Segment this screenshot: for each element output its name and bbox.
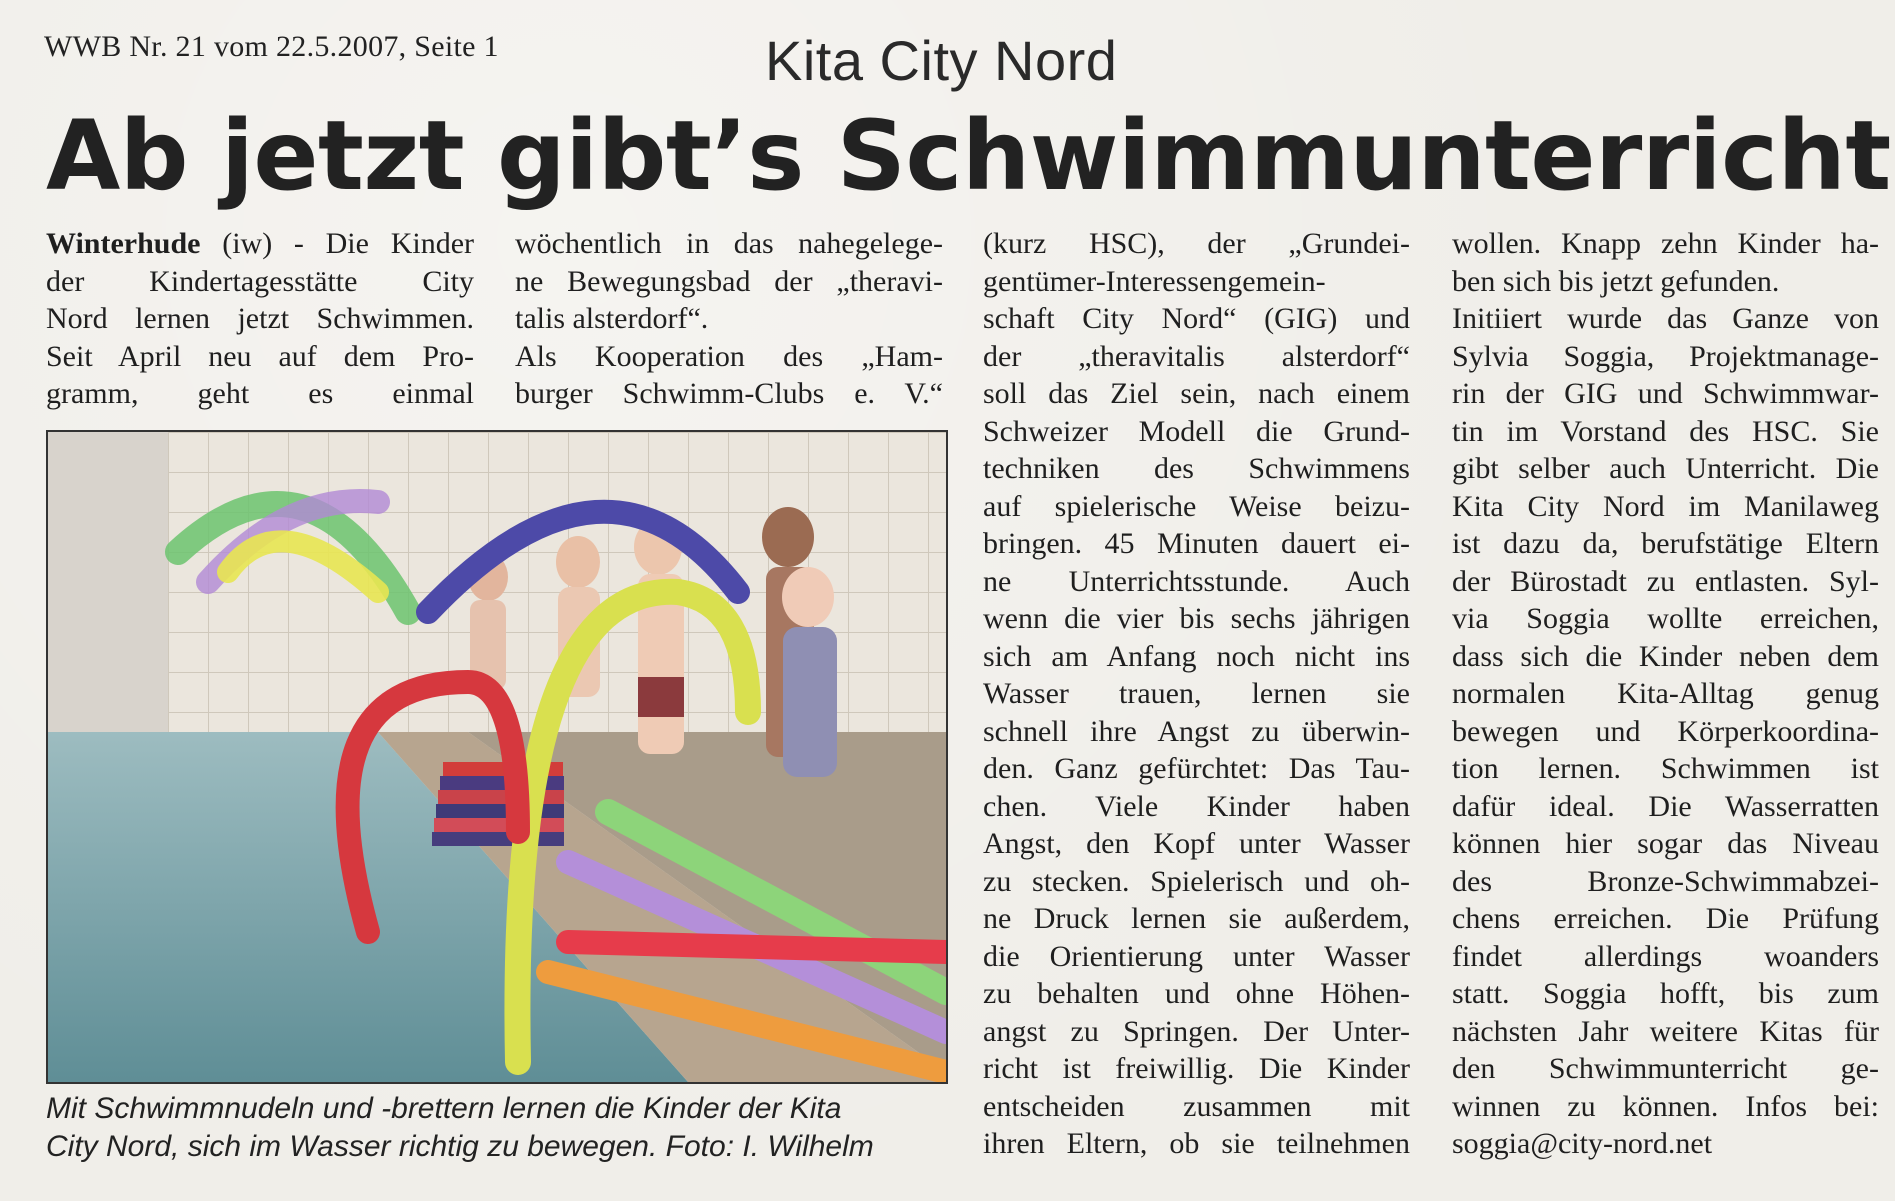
text-line: Nord lernen jetzt Schwimmen. xyxy=(46,302,474,335)
text-line: ben sich bis jetzt gefunden. xyxy=(1452,264,1780,298)
contact-email[interactable]: soggia@city-nord.net xyxy=(1452,1127,1713,1160)
text-line: der „theravitalis alsterdorf“ xyxy=(983,339,1410,373)
text-line: auf spielerische Weise beizu- xyxy=(983,489,1410,523)
text-line: bewegen und Körperkoordina- xyxy=(1452,714,1879,748)
text-line: der Bürostadt zu entlasten. Syl- xyxy=(1452,564,1879,598)
text-line: schnell ihre Angst zu überwin- xyxy=(983,714,1410,748)
text-line: chen. Viele Kinder haben xyxy=(983,789,1410,823)
article-column-1 xyxy=(46,225,474,413)
text-line: Winterhude (iw) - Die Kinder xyxy=(46,227,474,260)
text-line: sich am Anfang noch nicht ins xyxy=(983,639,1410,673)
text-line: winnen zu können. Infos bei: xyxy=(1452,1089,1879,1123)
text-line: normalen Kita-Alltag genug xyxy=(1452,677,1879,710)
text-line: angst zu Springen. Der Unter- xyxy=(983,1014,1410,1048)
caption-line: Mit Schwimmnudeln und -brettern lernen die Kinder der Kita xyxy=(46,1092,842,1125)
text-line: burger Schwimm-Clubs e. V.“ xyxy=(515,377,943,410)
article-photo xyxy=(46,430,948,1084)
text-line: wenn die vier bis sechs jährigen xyxy=(983,602,1410,635)
text-line: tion lernen. Schwimmen ist xyxy=(1452,752,1879,785)
kicker-title: Kita City Nord xyxy=(765,29,1118,92)
caption-line: City Nord, sich im Wasser richtig zu bewegen. Foto: I. Wilhelm xyxy=(46,1130,874,1163)
text-line: der Kindertagesstätte City xyxy=(46,264,474,298)
text-line: des Bronze-Schwimmabzei- xyxy=(1452,864,1879,898)
text-line: Kita City Nord im Manilaweg xyxy=(1452,489,1879,523)
text-line: den Schwimmunterricht ge- xyxy=(1452,1052,1879,1085)
text-line: Wasser trauen, lernen sie xyxy=(983,677,1410,710)
issue-line: WWB Nr. 21 vom 22.5.2007, Seite 1 xyxy=(44,30,499,63)
dateline: Winterhude xyxy=(46,227,201,260)
text-line: gibt selber auch Unterricht. Die xyxy=(1452,452,1879,485)
text-line: findet allerdings woanders xyxy=(1452,939,1879,973)
text-line: gentümer-Interessengemein- xyxy=(983,264,1326,298)
text-line: zu behalten und ohne Höhen- xyxy=(983,977,1410,1010)
text-line: wollen. Knapp zehn Kinder ha- xyxy=(1452,227,1879,260)
text-line: ne Bewegungsbad der „theravi- xyxy=(515,264,943,298)
text-line: bringen. 45 Minuten dauert ei- xyxy=(983,527,1410,560)
text-line: ne Druck lernen sie außerdem, xyxy=(983,902,1410,935)
text-line: ist dazu da, berufstätige Eltern xyxy=(1452,527,1879,560)
text-line: ne Unterrichtsstunde. Auch xyxy=(983,564,1410,598)
text-line: gramm, geht es einmal xyxy=(46,377,474,410)
text-line: ihren Eltern, ob sie teilnehmen xyxy=(983,1127,1410,1160)
text-line: tin im Vorstand des HSC. Sie xyxy=(1452,414,1879,448)
text-line: richt ist freiwillig. Die Kinder xyxy=(983,1052,1410,1085)
headline: Ab jetzt gibt’s Schwimmunterricht xyxy=(46,100,1891,212)
text-line: Als Kooperation des „Ham- xyxy=(515,339,943,373)
text-line: talis alsterdorf“. xyxy=(515,302,709,335)
text-line: Initiiert wurde das Ganze von xyxy=(1452,302,1879,335)
text-line: zu stecken. Spielerisch und oh- xyxy=(983,864,1410,898)
text-line: den. Ganz gefürchtet: Das Tau- xyxy=(983,752,1410,785)
article-column-3 xyxy=(983,225,1410,1163)
text-line: statt. Soggia hofft, bis zum xyxy=(1452,977,1879,1010)
text-line: schaft City Nord“ (GIG) und xyxy=(983,302,1410,335)
text-line: chens erreichen. Die Prüfung xyxy=(1452,902,1879,935)
text-line: rin der GIG und Schwimmwar- xyxy=(1452,377,1879,410)
text-line: soll das Ziel sein, nach einem xyxy=(983,377,1410,410)
article-column-2 xyxy=(515,225,943,413)
text-line: Seit April neu auf dem Pro- xyxy=(46,339,474,373)
text-line: die Orientierung unter Wasser xyxy=(983,939,1410,973)
text-line: via Soggia wollte erreichen, xyxy=(1452,602,1879,635)
text-line: Angst, den Kopf unter Wasser xyxy=(983,827,1410,860)
swimming-pool-illustration xyxy=(48,432,946,1082)
text-line: dass sich die Kinder neben dem xyxy=(1452,639,1879,673)
text-line: (kurz HSC), der „Grundei- xyxy=(983,227,1410,260)
text-line: wöchentlich in das nahegelege- xyxy=(515,227,943,260)
text-line: techniken des Schwimmens xyxy=(983,452,1410,485)
text-line: Schweizer Modell die Grund- xyxy=(983,414,1410,448)
text-line: dafür ideal. Die Wasserratten xyxy=(1452,789,1879,823)
text-line: Sylvia Soggia, Projektmanage- xyxy=(1452,339,1879,373)
text-line: entscheiden zusammen mit xyxy=(983,1089,1410,1123)
article-column-4 xyxy=(1452,225,1879,1163)
text-line: können hier sogar das Niveau xyxy=(1452,827,1879,860)
text-line: nächsten Jahr weitere Kitas für xyxy=(1452,1014,1879,1048)
photo-caption xyxy=(46,1090,946,1166)
